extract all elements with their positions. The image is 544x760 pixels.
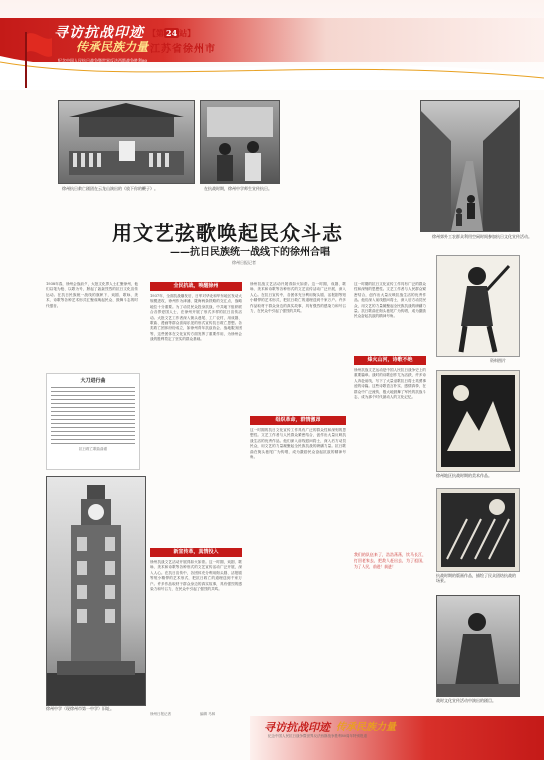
article-body-3: 这一时期的抗日文化宣传工作具有广泛的群众性和深刻的思想性。文艺工作者与人民群众紧密结合，创作出大量反映抗战生活的优秀作品。他们深入前线慰问将士，深入后方动员民众，用文艺的力量凝聚起全民族抗战的磅礴力量。抗日歌曲在街头巷尾广为传唱，成为激励民众奋起抗敌的精神号角。 <box>250 428 346 460</box>
article-body-2b: 徐州抗战文艺活动开展得如火如荼。这一时期，戏剧、歌咏、美术和诗歌等各种形式的文艺宣传活动广泛开展，深入人心。在抗日宣传中，各团体充分利用街头剧、活报剧等短小精悍的艺术形式，把抗日救亡的道理送到千家万户。许多作品取材于群众身边的真实故事，具有强烈的感染力和号召力，在民众中引起了强烈的共鸣。 <box>250 282 346 314</box>
photo-caption-3: 徐州郊外工农群众利用空闲时间参加抗日文化宣传活动。 <box>432 234 532 239</box>
article-poem: 我们的队伍来了，浩浩荡荡，饮马长江，打回老家去，把敌人赶出去，为了祖国，为了人民，前进！前进！ <box>354 552 426 569</box>
header-title-part1: 寻访抗战印迹 <box>54 25 144 41</box>
photo-caption-7: 战时文化宣传活动中演出的剧目。 <box>436 698 496 703</box>
photo-caption-5: 徐州地区抗战时期的美术作品。 <box>436 473 492 478</box>
header-title-part2: 传承民族力量 <box>76 40 149 54</box>
article-byline: 徐州日报记者 <box>232 260 256 265</box>
page-header <box>0 0 544 90</box>
episode-number: 24 <box>166 28 178 38</box>
episode-suffix: 站 <box>179 28 188 38</box>
article-subhead: ——抗日民族统一战线下的徐州合唱 <box>170 247 330 258</box>
footer-editor: 编辑 马林 <box>200 712 216 716</box>
section-title-3: 组织革命，群情激昂 <box>250 416 346 425</box>
photo-students <box>200 100 280 184</box>
section-title-4: 烽火山河，诗歌不绝 <box>354 356 426 365</box>
section-title-2: 新宣传革，真情投入 <box>150 548 242 557</box>
music-title: 大刀进行曲 <box>80 378 106 384</box>
city-name: 江苏省徐州市 <box>150 44 216 55</box>
episode-label: 【第 24 站】 <box>148 28 196 38</box>
section-title-1: 全民抗战，唤醒徐州 <box>150 282 242 291</box>
article-body-4a: 这一时期的抗日文化宣传工作具有广泛的群众性和深刻的思想性。文艺工作者与人民群众紧密结合，创作出大量反映抗战生活的优秀作品。他们深入前线慰问将士，深入后方动员民众，用文艺的力量凝聚起全民族抗战的磅礴力量。抗日歌曲在街头巷尾广为传唱，成为激励民众奋起抗敌的精神号角。 <box>354 282 426 319</box>
article-body-1: 1937年，全面抗战爆发后，日军对华北和华东地区发动大规模进攻，徐州作为津浦、陇海两条铁路的交汇点，战略地位十分重要。为了动员民众投身抗战，中共地下组织联合各界爱国人士，在徐州开展了形式多样的抗日宣传活动。大批文艺工作者深入街头巷尾、工厂农村，用戏剧、歌曲、漫画等群众喜闻乐见的形式宣传抗日救亡思想。各类救亡团体纷纷成立，如徐州青年抗敌协会、战地服务团等，这些团体在文化宣传方面发挥了重要作用，为徐州会战的胜利奠定了坚实的群众基础。 <box>150 294 242 342</box>
photo-caption-6: 抗战时期的版画作品，描绘了民众团结抗战的场景。 <box>436 573 516 583</box>
photo-troupe <box>58 100 195 184</box>
photo-caption-4: 徐州中学（现徐州市第一中学）旧址。 <box>46 706 114 711</box>
footer-title-part1: 寻访抗战印迹 <box>264 721 330 734</box>
photo-street <box>420 100 520 232</box>
photo-clocktower <box>46 476 146 706</box>
footer-byline: 徐州日报记者 <box>150 712 171 716</box>
music-note: 抗日救亡歌曲曲谱 <box>79 447 107 451</box>
episode-prefix: 第 <box>156 28 164 38</box>
article-body-4: 徐州抗战文艺运动是中国人民抗日战争史上的重要篇章。战时的诗歌创作尤为活跃，许多诗人奔赴前线，写下了大量讴歌抗日将士英勇事迹的诗篇。这些诗歌语言朴实、感情真挚，在群众中广泛流传，极大地鼓舞了军民的抗战斗志，成为那个时代最动人的文化记忆。 <box>354 368 426 400</box>
article-body-2: 徐州抗战文艺活动开展得如火如荼。这一时期，戏剧、歌咏、美术和诗歌等各种形式的文艺宣传活动广泛开展，深入人心。在抗日宣传中，各团体充分利用街头剧、活报剧等短小精悍的艺术形式，把抗日救亡的道理送到千家万户。许多作品取材于群众身边的真实故事，具有强烈的感染力和号召力，在民众中引起了强烈的共鸣。 <box>150 560 242 592</box>
photo-credit-1: 资料图片 <box>490 358 506 363</box>
photo-performance <box>436 595 520 697</box>
footer-subtitle: 纪念中国人民抗日战争暨世界反法西斯战争胜利80周年特别报道 <box>268 734 367 738</box>
header-subtitle: 纪念中国人民抗日战争暨世界反法西斯战争胜利80周年特别报道 <box>58 58 148 68</box>
article-lead: 1938年春，徐州会战前夕，大批文化界人士汇聚徐州，他们以笔为枪、以歌为号，掀起了轰轰烈烈的抗日文化宣传运动。在抗日民族统一战线的旗帜下，戏剧、歌咏、美术、诗歌等各种艺术形式汇聚成唤起民众、鼓舞斗志的时代强音。 <box>46 282 138 308</box>
photo-caption-1: 徐州抗日救亡剧团在云龙山演出的《放下你的鞭子》。 <box>62 186 158 191</box>
artwork-woodcut <box>436 370 520 472</box>
photo-caption-2: 在抗战时期，徐州中学师生宣传抗日。 <box>204 186 272 191</box>
sheet-music <box>46 373 140 470</box>
flag-icon <box>22 30 54 90</box>
artwork-printmaking <box>436 488 520 572</box>
article-headline: 用文艺弦歌唤起民众斗志 <box>112 221 343 245</box>
footer-title-part2: 传承民族力量 <box>336 722 396 733</box>
artwork-soldier <box>436 255 520 357</box>
